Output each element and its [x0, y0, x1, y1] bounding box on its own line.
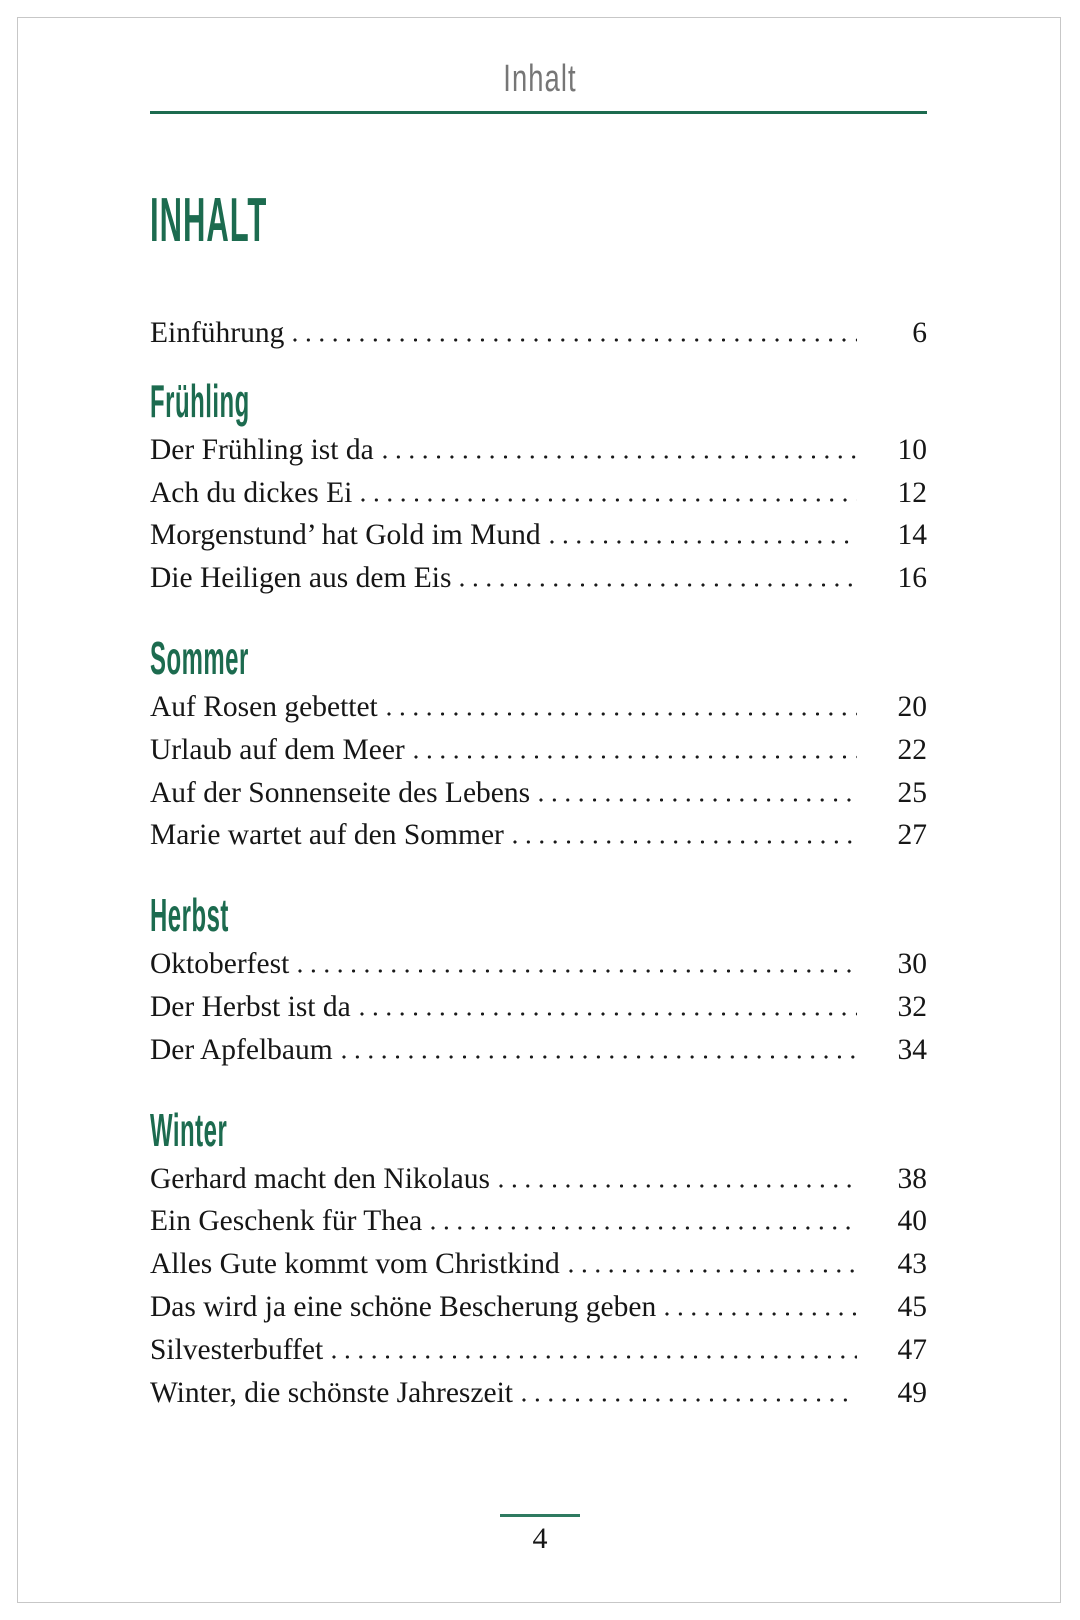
toc-entry-page-number: 22 — [897, 733, 927, 766]
toc-entry — [150, 986, 927, 1029]
toc-entry — [150, 1372, 927, 1415]
toc-entry — [150, 1029, 927, 1072]
toc-entry-title: Auf der Sonnenseite des Lebens — [150, 776, 531, 809]
dot-leader — [360, 1012, 857, 1016]
toc-entry — [150, 1243, 927, 1286]
toc-content — [150, 186, 927, 1414]
toc-entry-title: Auf Rosen gebettet — [150, 690, 378, 723]
toc-entry-page-number: 40 — [897, 1205, 927, 1238]
dot-leader — [522, 1398, 857, 1402]
section-heading-fruehling: Frühling — [150, 374, 250, 427]
section-heading-sommer: Sommer — [150, 631, 249, 684]
toc-entry-page-number: 47 — [897, 1333, 927, 1366]
dot-leader — [383, 455, 857, 459]
toc-entry — [150, 943, 927, 986]
toc-entry-page-number: 32 — [897, 990, 927, 1023]
toc-section-winter — [150, 1102, 927, 1415]
toc-entry-title: Marie wartet auf den Sommer — [150, 819, 504, 852]
dot-leader — [298, 969, 857, 973]
toc-entry-page-number: 27 — [897, 819, 927, 852]
toc-entry — [150, 814, 927, 857]
dot-leader — [431, 1226, 857, 1230]
toc-entry — [150, 514, 927, 557]
dot-leader — [293, 338, 857, 342]
toc-entry — [150, 557, 927, 600]
footer-rule — [500, 1514, 580, 1517]
toc-entry-title: Die Heiligen aus dem Eis — [150, 562, 452, 595]
dot-leader — [414, 755, 857, 759]
toc-section-sommer — [150, 630, 927, 857]
dot-leader — [361, 498, 857, 502]
toc-entry-page-number: 45 — [897, 1290, 927, 1323]
dot-leader — [332, 1355, 857, 1359]
toc-entry — [150, 729, 927, 772]
toc-entry — [150, 1329, 927, 1372]
dot-leader — [539, 798, 857, 802]
toc-entry — [150, 1286, 927, 1329]
page-title: INHALT — [150, 186, 268, 255]
section-heading-winter: Winter — [150, 1103, 228, 1156]
toc-entry-page-number: 16 — [897, 562, 927, 595]
toc-entry-title: Der Herbst ist da — [150, 990, 351, 1023]
dot-leader — [342, 1055, 857, 1059]
toc-entry-page-number: 49 — [897, 1376, 927, 1409]
running-head — [0, 57, 1080, 101]
toc-entry-title: Oktoberfest — [150, 948, 290, 981]
toc-entry-title: Einführung — [150, 317, 285, 349]
toc-entry-title: Ein Geschenk für Thea — [150, 1205, 423, 1238]
toc-entry — [150, 472, 927, 515]
toc-entry-page-number: 43 — [897, 1248, 927, 1281]
toc-entry-title: Der Frühling ist da — [150, 433, 374, 466]
section-heading-herbst: Herbst — [150, 889, 229, 942]
toc-entry-page-number: 25 — [897, 776, 927, 809]
dot-leader — [460, 583, 857, 587]
dot-leader — [550, 540, 857, 544]
toc-entry-page-number: 12 — [897, 476, 927, 509]
dot-leader — [665, 1312, 857, 1316]
toc-entry — [150, 772, 927, 815]
toc-entry-page-number: 38 — [897, 1162, 927, 1195]
toc-entry — [150, 1200, 927, 1243]
toc-entry-page-number: 10 — [897, 433, 927, 466]
toc-entry-title: Silvesterbuffet — [150, 1333, 324, 1366]
header-rule — [150, 111, 927, 114]
toc-entry-title: Gerhard macht den Nikolaus — [150, 1162, 490, 1195]
toc-entry-page-number: 20 — [897, 690, 927, 723]
toc-entry — [150, 312, 927, 355]
toc-entry-title: Winter, die schönste Jahreszeit — [150, 1376, 513, 1409]
toc-entry-title: Alles Gute kommt vom Christkind — [150, 1248, 560, 1281]
toc-entry-page-number: 6 — [912, 317, 927, 349]
toc-entry-page-number: 30 — [897, 948, 927, 981]
toc-entry-page-number: 14 — [897, 519, 927, 552]
running-head-text: Inhalt — [503, 58, 577, 100]
toc-entry — [150, 1158, 927, 1201]
toc-section-herbst — [150, 887, 927, 1071]
dot-leader — [387, 712, 857, 716]
toc-entry-page-number: 34 — [897, 1033, 927, 1066]
page-footer — [0, 1514, 1080, 1556]
footer-page-number: 4 — [532, 1521, 548, 1555]
toc-entry-title: Morgenstund’ hat Gold im Mund — [150, 519, 541, 552]
toc-entry-title: Urlaub auf dem Meer — [150, 733, 405, 766]
toc-entry-title: Der Apfelbaum — [150, 1033, 333, 1066]
toc-entry-title: Das wird ja eine schöne Bescherung geben — [150, 1290, 657, 1323]
toc-entry — [150, 686, 927, 729]
dot-leader — [499, 1184, 857, 1188]
toc-entry — [150, 429, 927, 472]
toc-section-fruehling — [150, 373, 927, 600]
dot-leader — [513, 840, 857, 844]
dot-leader — [569, 1269, 857, 1273]
toc-entry-title: Ach du dickes Ei — [150, 476, 353, 509]
